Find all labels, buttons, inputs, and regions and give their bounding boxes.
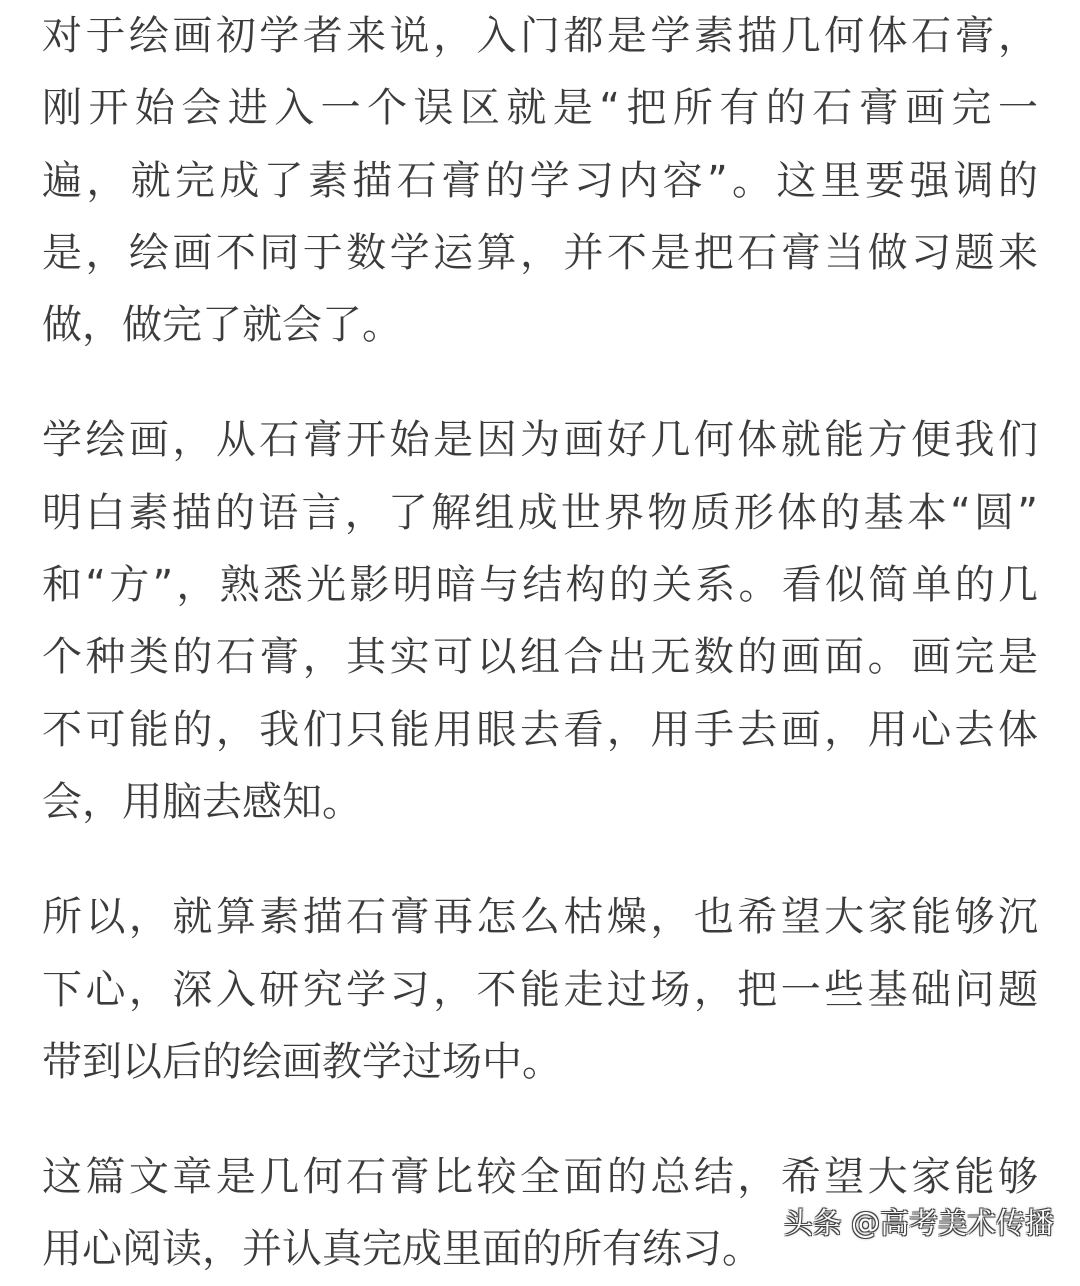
text-line: 这篇文章是几何石膏比较全面的总结，希望大家能够 <box>42 1154 1038 1201</box>
text-line: 明白素描的语言，了解组成世界物质形体的基本“圆” <box>42 489 1038 536</box>
paragraph-3 <box>42 881 1038 1098</box>
text-line: 对于绘画初学者来说，入门都是学素描几何体石膏， <box>42 13 1038 59</box>
watermark-label: 头条 @高考美术传播 <box>783 1206 1054 1240</box>
paragraph-2 <box>42 404 1038 838</box>
paragraph-1 <box>42 0 1038 361</box>
text-line: 做，做完了就会了。 <box>42 302 402 349</box>
text-line: 会，用脑去感知。 <box>42 778 362 825</box>
text-line: 所以，就算素描石膏再怎么枯燥，也希望大家能够沉 <box>42 894 1038 941</box>
text-line: 用心阅读，并认真完成里面的所有练习。 <box>42 1226 762 1273</box>
text-line: 带到以后的绘画教学过场中。 <box>42 1038 562 1085</box>
article-body <box>42 0 1038 1286</box>
text-line: 遍，就完成了素描石膏的学习内容”。这里要强调的 <box>42 157 1038 204</box>
text-line: 和“方”，熟悉光影明暗与结构的关系。看似简单的几 <box>42 562 1038 609</box>
paragraph-spacer <box>42 838 1038 881</box>
text-line: 是，绘画不同于数学运算，并不是把石膏当做习题来 <box>42 229 1038 276</box>
text-line: 下心，深入研究学习，不能走过场，把一些基础问题 <box>42 966 1038 1013</box>
text-line: 刚开始会进入一个误区就是“把所有的石膏画完一 <box>42 85 1038 132</box>
text-line: 个种类的石膏，其实可以组合出无数的画面。画完是 <box>42 634 1038 681</box>
paragraph-spacer <box>42 361 1038 404</box>
paragraph-spacer <box>42 1098 1038 1141</box>
text-line: 不可能的，我们只能用眼去看，用手去画，用心去体 <box>42 706 1038 753</box>
text-line: 学绘画，从石膏开始是因为画好几何体就能方便我们 <box>42 417 1038 464</box>
